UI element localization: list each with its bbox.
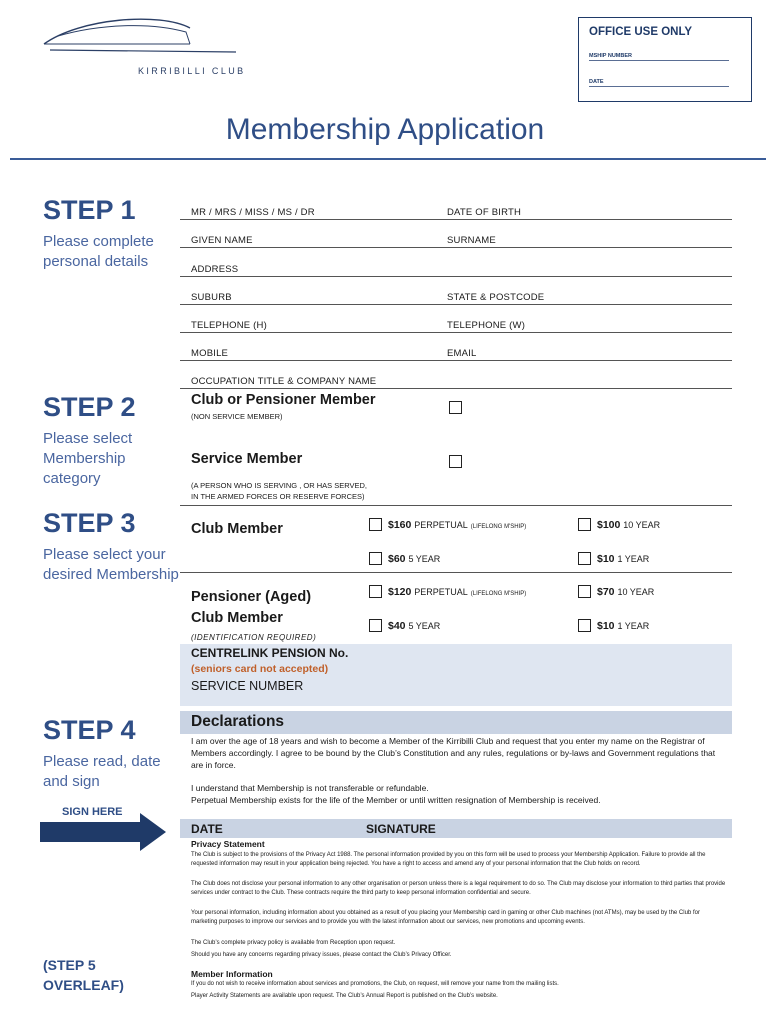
suburb-label: SUBURB [191, 292, 232, 303]
telephone-w-label: TELEPHONE (W) [447, 320, 526, 331]
email-label: EMAIL [447, 348, 477, 359]
step3-description: Please select your desired Membership [43, 546, 179, 583]
club-5year-option: $60 5 YEAR [388, 553, 441, 565]
member-information-title: Member Information [191, 969, 273, 979]
service-note-1: (A PERSON WHO IS SERVING , OR HAS SERVED, [191, 481, 368, 490]
kirribilli-logo-icon [40, 14, 240, 62]
club-perpetual-option: $160 PERPETUAL (LIFELONG M'SHIP) [388, 519, 527, 531]
logo-text: KIRRIBILLI CLUB [138, 66, 246, 76]
address-label: ADDRESS [191, 264, 239, 275]
page-title: Membership Application [225, 113, 545, 146]
sign-bar[interactable] [180, 819, 732, 838]
pensioner-5year-option: $40 5 YEAR [388, 620, 441, 632]
identification-note: (IDENTIFICATION REQUIRED) [191, 633, 317, 642]
overleaf-line-2: OVERLEAF) [43, 977, 124, 993]
office-use-box [578, 17, 752, 102]
title-divider [10, 158, 766, 160]
privacy-paragraph-2: The Club does not disclose your personal information to any other organisation or person unless there is a legal requirement to do so. The Club may disclose your information to third parties that provide services under contract to the Club. These contracts require the third party to keep personal information confidential and secure. [191, 881, 726, 896]
service-member-checkbox[interactable] [449, 455, 462, 468]
privacy-paragraph-3: Your personal information, including information about you obtained as a result of you placing your Membership card in gaming or other Club machines (not ATMs), may be used by the Club for marketing purposes to improve our services and to provide you with the latest information about our services, new promotions and upcoming events. [191, 910, 700, 925]
declaration-paragraph-3: Perpetual Membership exists for the life of the Member or until written resignation of Membership is received. [191, 795, 601, 805]
state-postcode-label: STATE & POSTCODE [447, 292, 545, 303]
privacy-paragraph-5: Should you have any concerns regarding privacy issues, please contact the Club’s Privacy Officer. [191, 952, 452, 958]
pensioner-10year-checkbox[interactable] [578, 585, 591, 598]
pensioner-club-member-label: Club Member [191, 610, 283, 626]
name-line[interactable] [180, 247, 732, 248]
sign-date-label: DATE [191, 822, 223, 836]
declaration-paragraph-1: I am over the age of 18 years and wish to become a Member of the Kirribilli Club and request that you enter my name on the Registrar of Members accordingly. I agree to be bound by the Club’s Constitution and any rules, regulations or by-laws and Government regulations that are in force. [191, 736, 716, 770]
step3-heading: STEP 3 [43, 508, 136, 538]
pensioner-aged-label: Pensioner (Aged) [191, 589, 312, 605]
title-field-label: MR / MRS / MISS / MS / DR [191, 207, 315, 218]
member-info-paragraph-2: Player Activity Statements are available upon request. The Club’s Annual Report is published on the Club’s website. [191, 993, 498, 999]
pensioner-10year-option: $70 10 YEAR [597, 586, 655, 598]
step2-divider [180, 505, 732, 506]
service-member-label: Service Member [191, 451, 303, 467]
club-5year-checkbox[interactable] [369, 552, 382, 565]
declarations-title: Declarations [191, 713, 285, 730]
occupation-label: OCCUPATION TITLE & COMPANY NAME [191, 376, 377, 387]
title-dob-line[interactable] [180, 219, 732, 220]
club-10year-option: $100 10 YEAR [597, 519, 661, 531]
address-line[interactable] [180, 276, 732, 277]
suburb-line[interactable] [180, 304, 732, 305]
telephone-line[interactable] [180, 332, 732, 333]
step3-divider [180, 572, 732, 573]
club-1year-option: $10 1 YEAR [597, 553, 650, 565]
step4-heading: STEP 4 [43, 715, 136, 745]
seniors-card-note: (seniors card not accepted) [191, 663, 329, 675]
occupation-line[interactable] [180, 388, 732, 389]
dob-field-label: DATE OF BIRTH [447, 207, 522, 218]
non-service-note: (NON SERVICE MEMBER) [191, 412, 283, 421]
privacy-paragraph-4: The Club’s complete privacy policy is available from Reception upon request. [191, 940, 396, 946]
privacy-paragraph-1: The Club is subject to the provisions of the Privacy Act 1988. The personal information provided by you on this form will be used to process your Membership Application. Failure to provide all the requested information may result in your application being rejected. You have a right to access and amend any of your personal information that the Club holds on record. [191, 852, 706, 867]
step2-heading: STEP 2 [43, 392, 136, 422]
step1-heading: STEP 1 [43, 195, 136, 225]
club-pensioner-member-label: Club or Pensioner Member [191, 392, 376, 408]
club-pensioner-checkbox[interactable] [449, 401, 462, 414]
privacy-statement-title: Privacy Statement [191, 839, 265, 849]
mobile-line[interactable] [180, 360, 732, 361]
telephone-h-label: TELEPHONE (H) [191, 320, 267, 331]
office-date-field[interactable]: DATE [589, 79, 729, 87]
step1-description: Please complete personal details [43, 233, 154, 270]
club-perpetual-checkbox[interactable] [369, 518, 382, 531]
pensioner-5year-checkbox[interactable] [369, 619, 382, 632]
service-note-2: IN THE ARMED FORCES OR RESERVE FORCES) [191, 492, 365, 501]
pensioner-1year-option: $10 1 YEAR [597, 620, 650, 632]
pensioner-perpetual-option: $120 PERPETUAL (LIFELONG M'SHIP) [388, 586, 527, 598]
service-number-label: SERVICE NUMBER [191, 679, 304, 693]
arrow-right-icon [40, 813, 176, 851]
given-name-label: GIVEN NAME [191, 235, 253, 246]
club-10year-checkbox[interactable] [578, 518, 591, 531]
mship-number-field[interactable]: MSHIP NUMBER [589, 53, 729, 61]
pensioner-perpetual-checkbox[interactable] [369, 585, 382, 598]
club-member-label: Club Member [191, 521, 283, 537]
club-1year-checkbox[interactable] [578, 552, 591, 565]
pensioner-1year-checkbox[interactable] [578, 619, 591, 632]
step2-description: Please select Membership category [43, 430, 133, 487]
centrelink-label: CENTRELINK PENSION No. [191, 646, 349, 660]
surname-label: SURNAME [447, 235, 496, 246]
mobile-label: MOBILE [191, 348, 229, 359]
overleaf-line-1: (STEP 5 [43, 957, 96, 973]
step5-overleaf-note [43, 955, 124, 995]
step4-description: Please read, date and sign [43, 753, 161, 790]
sign-here-label: SIGN HERE [62, 806, 123, 818]
declaration-paragraph-2: I understand that Membership is not transferable or refundable. [191, 783, 429, 793]
signature-label: SIGNATURE [366, 822, 436, 836]
office-use-title: OFFICE USE ONLY [589, 26, 693, 38]
member-info-paragraph-1: If you do not wish to receive information about services and promotions, the Club, on request, will remove your name from the mailing lists. [191, 981, 559, 987]
